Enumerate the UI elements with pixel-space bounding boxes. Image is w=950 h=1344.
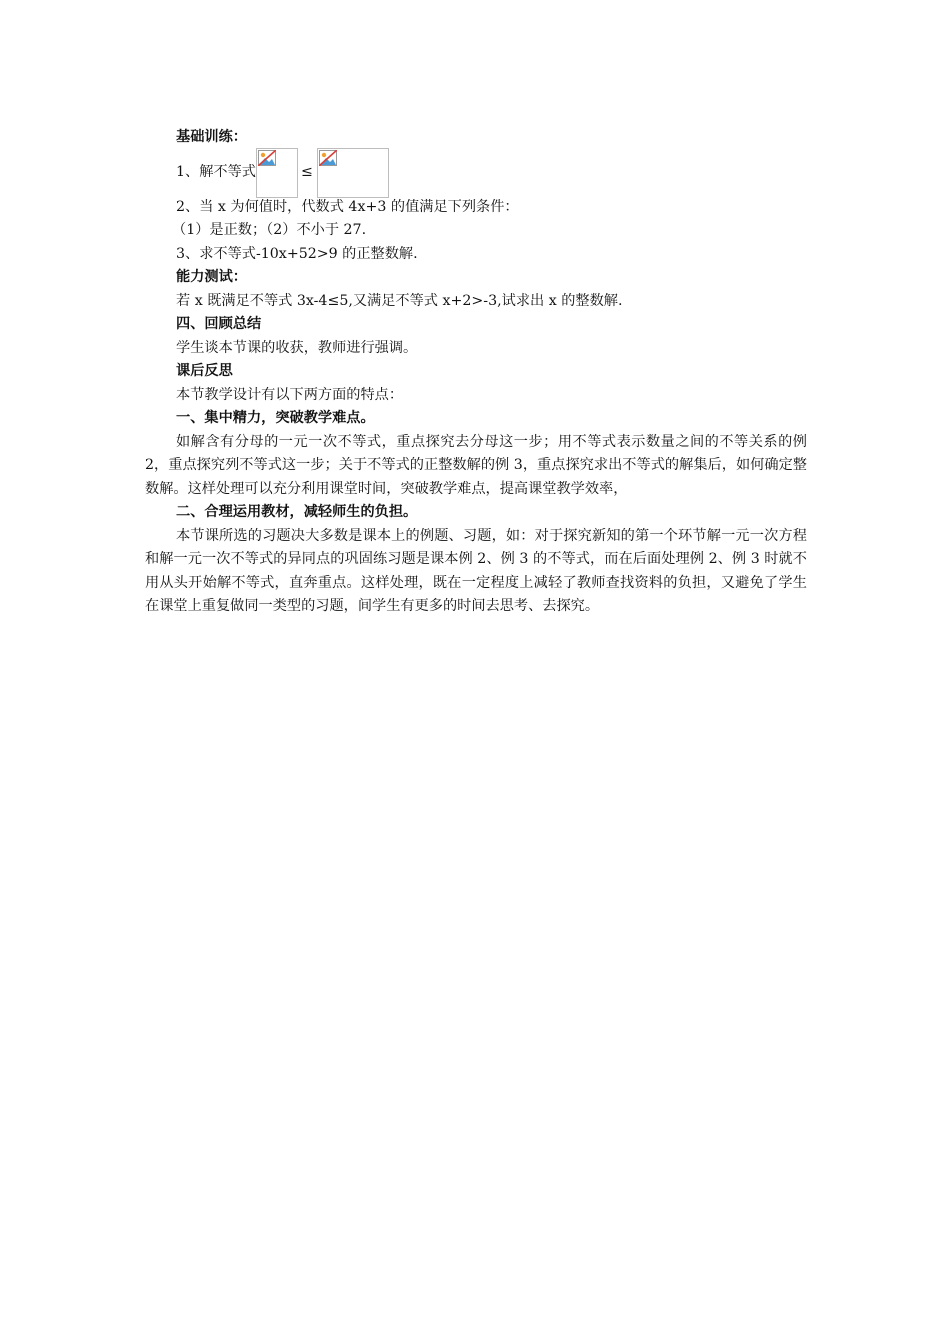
ability-test-heading: 能力测试： — [176, 269, 247, 285]
broken-image-icon — [258, 150, 276, 166]
broken-image-icon — [319, 150, 337, 166]
question-1-prefix: 1、解不等式 — [176, 163, 256, 180]
question-1 — [145, 148, 807, 198]
point-2-heading: 二、合理运用教材，减轻师生的负担。 — [176, 504, 418, 520]
ability-test-question: 若 x 既满足不等式 3x-4≤5,又满足不等式 x+2>-3,试求出 x 的整数解. — [176, 292, 623, 309]
review-heading: 四、回顾总结 — [176, 316, 262, 332]
question-2-conditions: （1）是正数；（2）不小于 27. — [172, 222, 367, 238]
question-3: 3、求不等式-10x+52>9 的正整数解. — [176, 245, 418, 262]
reflection-heading: 课后反思 — [176, 363, 233, 379]
less-equal-sign: ≤ — [300, 163, 313, 180]
basic-training-heading: 基础训练： — [176, 129, 247, 145]
point-1-paragraph: 如解含有分母的一元一次不等式，重点探究去分母这一步；用不等式表示数量之间的不等关系的例 2，重点探究列不等式这一步；关于不等式的正整数解的例 3，重点探究求出不等式的解集后，如何确定整数解。这样处理可以充分利用课堂时间，突破教学难点，提高课堂教学效率， — [145, 433, 807, 497]
point-2-paragraph: 本节课所选的习题决大多数是课本上的例题、习题，如：对于探究新知的第一个环节解一元一次方程和解一元一次不等式的异同点的巩固练习题是课本例 2、例 3 的不等式，而在后面处理例 2、例 3 时就不用从头开始解不等式，直奔重点。这样处理，既在一定程度上减轻了教师查找资料的负担，又避免了学生在课堂上重复做同一类型的习题，间学生有更多的时间去思考、去探究。 — [145, 527, 807, 614]
point-1-heading: 一、集中精力，突破教学难点。 — [176, 410, 375, 426]
question-2: 2、当 x 为何值时，代数式 4x+3 的值满足下列条件： — [176, 198, 519, 215]
document-body — [145, 126, 807, 619]
review-text: 学生谈本节课的收获，教师进行强调。 — [176, 339, 418, 356]
broken-image-left-icon — [256, 148, 298, 198]
broken-image-right-icon — [317, 148, 389, 198]
reflection-intro: 本节教学设计有以下两方面的特点： — [176, 386, 404, 403]
